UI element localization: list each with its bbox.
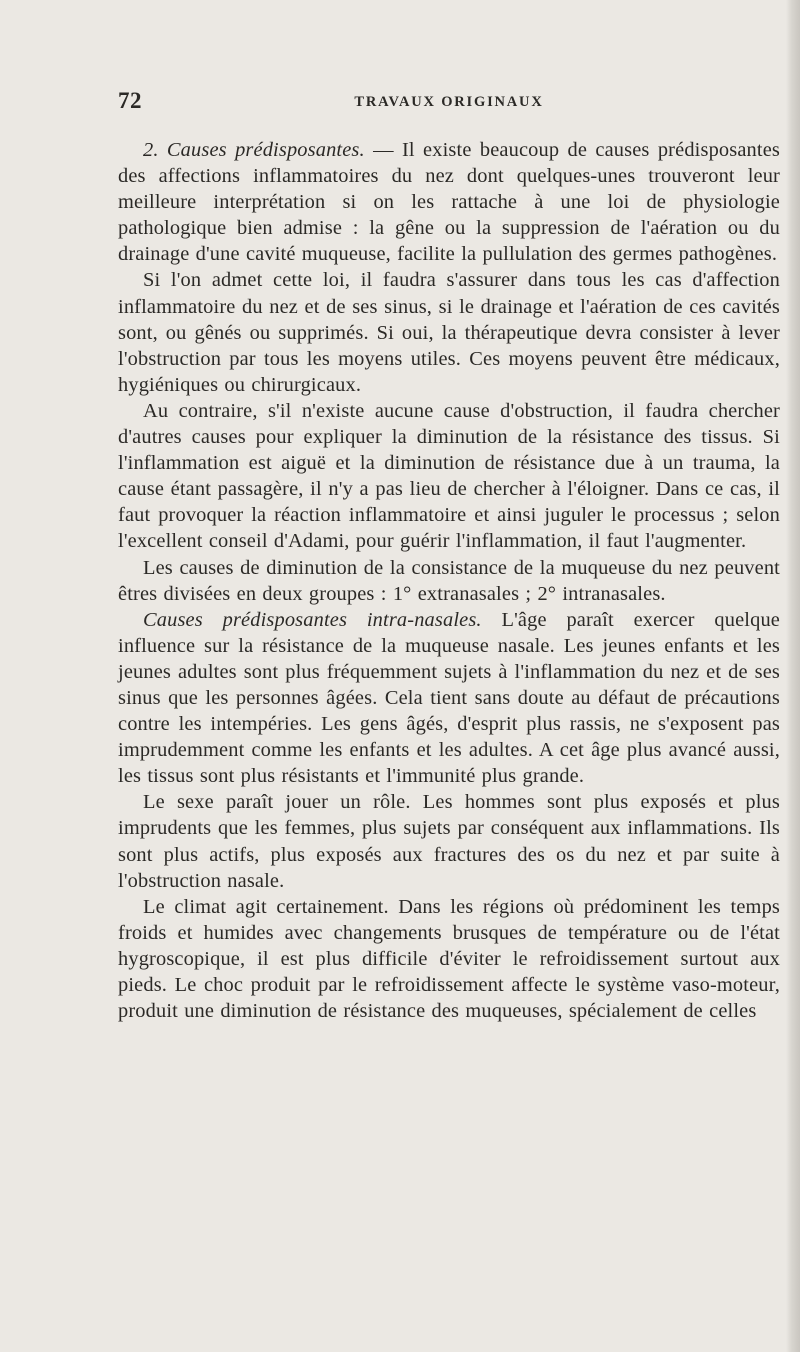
paragraph bbox=[118, 398, 780, 555]
paragraph-text: Le sexe paraît jouer un rôle. Les hommes sont plus exposés et plus imprudents que les femmes, plus sujets par conséquent aux inflammations. Ils sont plus actifs, plus exposés aux fractures des os du nez et par suite à l'obstruction nasale. bbox=[118, 791, 780, 892]
section-heading: 2. Causes prédisposantes. bbox=[143, 139, 365, 161]
paragraph-text: — Il existe beaucoup de causes prédisposantes des affections inflammatoires du nez dont quelques-unes trouveront leur meilleure interprétation si on les rattache à une loi de physiologie pathologique bien admise : la gêne ou la suppression de l'aération ou du drainage d'une cavité muqueuse, facilite la pullulation des germes pathogènes. bbox=[118, 139, 780, 266]
paragraph-text: Les causes de diminution de la consistance de la muqueuse du nez peuvent êtres divisées en deux groupes : 1° extranasales ; 2° intranasales. bbox=[118, 556, 780, 605]
page-body bbox=[118, 137, 780, 1024]
section-heading: Causes prédisposantes intra-nasales. bbox=[143, 608, 482, 631]
paragraph bbox=[118, 789, 780, 893]
page-number: 72 bbox=[118, 88, 142, 113]
paragraph bbox=[118, 137, 780, 267]
page-edge bbox=[786, 0, 800, 1352]
paragraph bbox=[118, 894, 780, 1024]
page-header bbox=[118, 88, 780, 118]
paragraph-text: Au contraire, s'il n'existe aucune cause d'obstruction, il faudra chercher d'autres causes pour expliquer la diminution de la résistance des tissus. Si l'inflammation est aiguë et la diminution de résistance due à un trauma, la cause étant passagère, il n'y a pas lieu de chercher à l'éloigner. Dans ce cas, il faut provoquer la réaction inflammatoire et ainsi juguler le processus ; selon l'excellent conseil d'Adami, pour guérir l'inflammation, il faut l'augmenter. bbox=[118, 399, 780, 553]
paragraph-text: Le climat agit certainement. Dans les régions où prédominent les temps froids et humides avec changements brusques de température ou de l'état hygroscopique, il est plus difficile d'éviter le refroidissement surtout aux pieds. Le choc produit par le refroidissement affecte le système vaso-moteur, produit une diminution de résistance des muqueuses, spécialement de celles bbox=[118, 895, 780, 1023]
running-head: TRAVAUX ORIGINAUX bbox=[354, 94, 544, 110]
paragraph-text: Si l'on admet cette loi, il faudra s'assurer dans tous les cas d'affection inflammatoire du nez et de ses sinus, si le drainage et l'aération de ces cavités sont, ou gênés ou supprimés. Si oui, la thérapeutique devra consister à lever l'obstruction par tous les moyens utiles. Ces moyens peuvent être médicaux, hygiéniques ou chirurgicaux. bbox=[118, 269, 780, 396]
paragraph-text: L'âge paraît exercer quelque influence sur la résistance de la muqueuse nasale. Les jeunes enfants et les jeunes adultes sont plus fréquemment sujets à l'inflammation du nez et de ses sinus que les personnes âgées. Cela tient sans doute au défaut de précautions contre les intempéries. Les gens âgés, d'esprit plus rassis, ne s'exposent pas imprudemment comme les enfants et les adultes. A cet âge plus avancé aussi, les tissus sont plus résistants et l'immunité plus grande. bbox=[118, 608, 780, 788]
paragraph bbox=[118, 607, 780, 790]
paragraph bbox=[118, 555, 780, 607]
paragraph bbox=[118, 267, 780, 397]
